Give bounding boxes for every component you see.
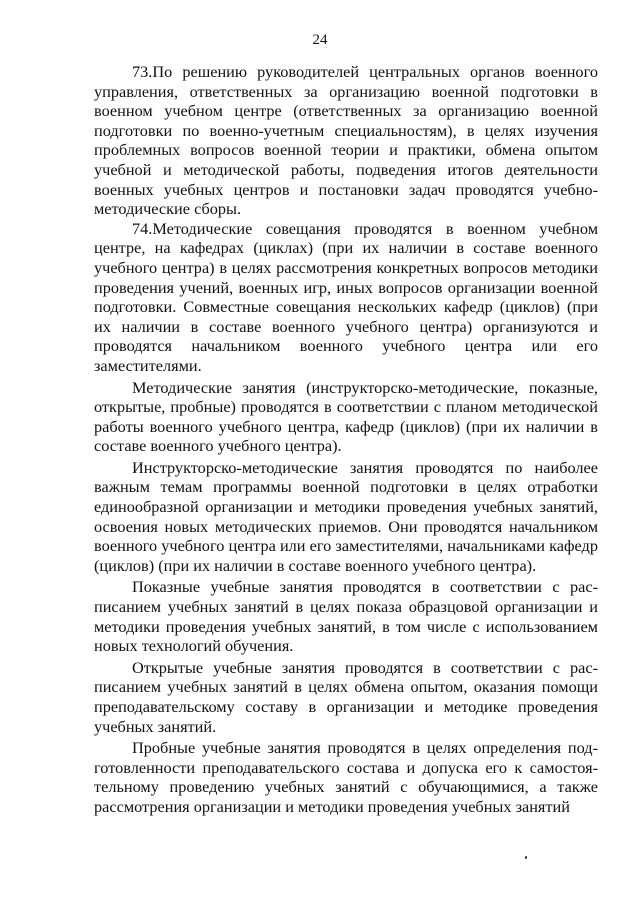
paragraph-methodical-classes: Методические занятия (инструкторско-методические, показные, открытые, пробные) проводятся в соответствии с планом методической работы военного учебного центра, кафедр (циклов) (при их наличии в составе военного учебного центра). (94, 377, 598, 456)
scan-speck (525, 856, 527, 859)
paragraph-open-classes: Открытые учебные занятия проводятся в соответствии с расписанием учебных занятий в целях обмена опытом, оказания помощи преподавательскому составу в организации и методике проведения учебных занятий. (94, 657, 598, 736)
paragraph-trial-classes: Пробные учебные занятия проводятся в целях определения подготовленности преподавательского состава и допуска его к самостоятельному проведению учебных занятий с обучающимися, а также рассмотрения организации и методики проведения учебных занятий (94, 738, 598, 816)
page-number: 24 (312, 32, 328, 48)
paragraph-73: 73.По решению руководителей центральных органов военного управления, ответственных за организацию военной подготовки в военном учебном центре (ответственных за организацию военной подготовки по военно-учетным специальностям), в целях изучения проблемных вопросов военной теории и практики, обмена опытом учебной и методической работы, подведения итогов деятельности военных учебных центров и постановки задач проводятся учебно-методические сборы. (94, 62, 598, 219)
document-body (94, 62, 598, 817)
paragraph-74: 74.Методические совещания проводятся в военном учебном центре, на кафедрах (циклах) (при их наличии в составе военного учебного центра) в целях рассмотрения конкретных вопросов методики проведения учений, военных игр, иных вопросов организации военной подготовки. Совместные совещания нескольких кафедр (циклов) (при их наличии в составе военного учебного центра) организуются и проводятся начальником военного учебного центра или его заместителями. (94, 218, 598, 375)
paragraph-instructor-classes: Инструкторско-методические занятия проводятся по наиболее важным темам программы военной подготовки в целях отработки единообразной организации и методики проведения учебных занятий, освоения новых методических приемов. Они проводятся начальником военного учебного центра или его заместителями, начальниками кафедр (циклов) (при их наличии в составе военного учебного центра). (94, 457, 598, 575)
paragraph-demonstration-classes: Показные учебные занятия проводятся в соответствии с расписанием учебных занятий в целях показа образцовой организации и методики проведения учебных занятий, в том числе с использованием новых технологий обучения. (94, 577, 598, 656)
